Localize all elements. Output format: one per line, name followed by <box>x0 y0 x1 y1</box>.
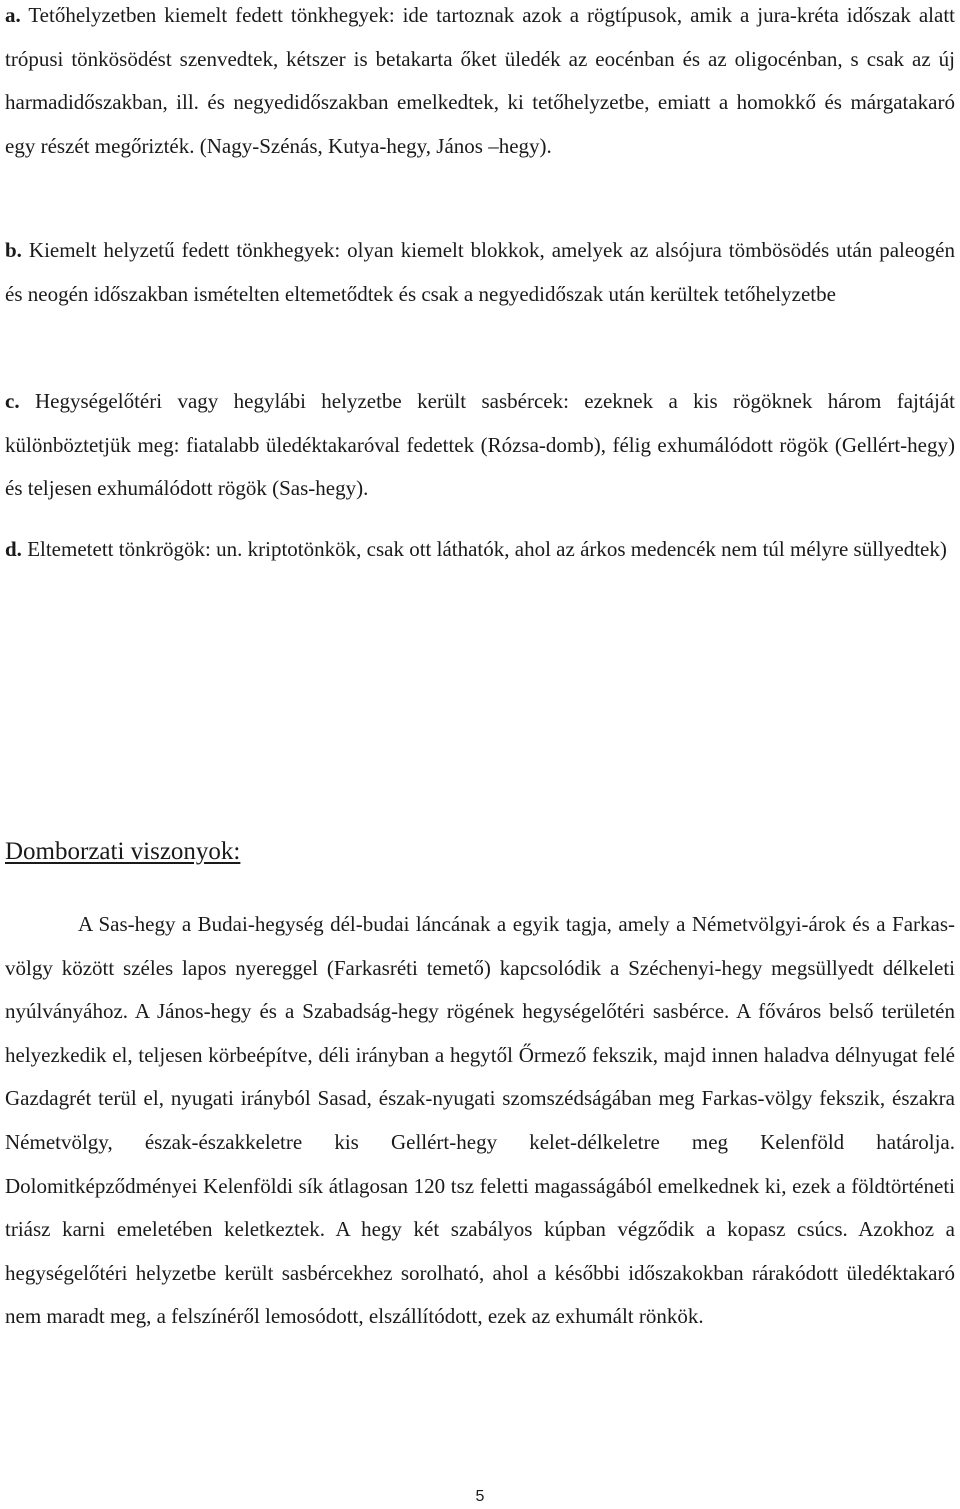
paragraph-a-text: Tetőhelyzetben kiemelt fedett tönkhegyek: ide tartoznak azok a rögtípusok, amik a jura-kréta időszak alatt trópusi tönkösödést szenvedtek, kétszer is betakarta őket üledék az eocénban és az oligocénban, s csak az új harmadidőszakban, ill. és negyedidőszakban emelkedtek, ki tetőhelyzetbe, emiatt a homokkő és márgatakaró egy részét megőrizték. (Nagy-Szénás, Kutya-hegy, János –hegy). <box>5 3 956 158</box>
page-number: 5 <box>475 1488 485 1505</box>
paragraph-a <box>5 0 955 168</box>
paragraph-b-text: Kiemelt helyzetű fedett tönkhegyek: olyan kiemelt blokkok, amelyek az alsójura tömbösödés után paleogén és neogén időszakban ismételten eltemetődtek és csak a negyedidőszak után kerültek tetőhelyzetbe <box>5 238 956 306</box>
section-heading: Domborzati viszonyok: <box>5 838 241 865</box>
paragraph-c-text: Hegységelőtéri vagy hegylábi helyzetbe került sasbércek: ezeknek a kis rögöknek három fajtáját különböztetjük meg: fiatalabb üledéktakaróval fedettek (Rózsa-domb), félig exhumálódott rögök (Gellért-hegy) és teljesen exhumálódott rögök (Sas-hegy). <box>5 389 955 501</box>
paragraph-d <box>5 528 955 572</box>
paragraph-b <box>5 229 955 316</box>
paragraph-b-marker: b. <box>5 238 22 262</box>
paragraph-a-marker: a. <box>5 3 21 27</box>
paragraph-c <box>5 380 955 511</box>
paragraph-c-marker: c. <box>5 389 20 413</box>
paragraph-d-marker: d. <box>5 537 22 561</box>
body-paragraph: A Sas-hegy a Budai-hegység dél-budai láncának a egyik tagja, amely a Németvölgyi-árok és a Farkas-völgy között széles lapos nyereggel (Farkasréti temető) kapcsolódik a Széchenyi-hegy megsüllyedt délkeleti nyúlványához. A János-hegy és a Szabadság-hegy rögének hegységelőtéri sasbérce. A főváros belső területén helyezkedik el, teljesen körbeépítve, déli irányban a hegytől Őrmező fekszik, majd innen haladva délnyugat felé Gazdagrét terül el, nyugati irányból Sasad, észak-nyugati szomszédságában meg Farkas-völgy fekszik, északra Németvölgy, észak-északkeletre kis Gellért-hegy kelet-délkeletre meg Kelenföld határolja. Dolomitképződményei Kelenföldi sík átlagosan 120 tsz feletti magasságából emelkednek ki, ezek a földtörténeti triász karni emeletében keletkeztek. A hegy két szabályos kúpban végződik a kopasz csúcs. Azokhoz a hegységelőtéri helyzetbe került sasbércekhez sorolható, ahol a későbbi időszakokban rárakódott üledéktakaró nem maradt meg, a felszínéről lemosódott, elszállítódott, ezek az exhumált rönkök. <box>5 912 955 1329</box>
paragraph-d-text: Eltemetett tönkrögök: un. kriptotönkök, csak ott láthatók, ahol az árkos medencék nem túl mélyre süllyedtek) <box>27 537 947 561</box>
